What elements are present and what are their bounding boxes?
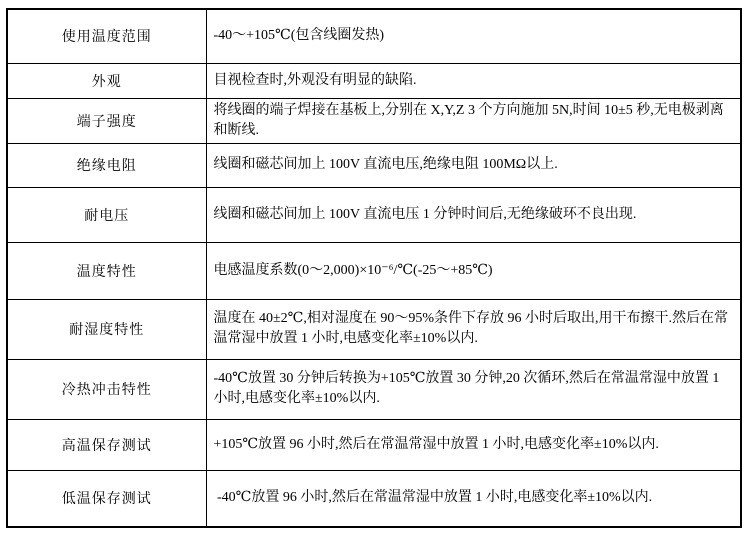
spec-label: 使用温度范围: [7, 9, 206, 63]
spec-table: [6, 8, 742, 528]
table-row-thermal-shock: [7, 359, 741, 419]
table-row-temperature-characteristics: [7, 242, 741, 299]
spec-label: 冷热冲击特性: [7, 359, 206, 419]
spec-value: +105℃放置 96 小时,然后在常温常湿中放置 1 小时,电感变化率±10%以内.: [206, 419, 741, 470]
spec-label: 温度特性: [7, 242, 206, 299]
table-row-low-temperature-storage: [7, 470, 741, 527]
table-row-insulation-resistance: [7, 143, 741, 187]
table-row-humidity-resistance: [7, 299, 741, 359]
spec-value: -40℃放置 96 小时,然后在常温常湿中放置 1 小时,电感变化率±10%以内.: [206, 470, 741, 527]
spec-value: -40℃放置 30 分钟后转换为+105℃放置 30 分钟,20 次循环,然后在常温常湿中放置 1 小时,电感变化率±10%以内.: [206, 359, 741, 419]
spec-value: 线圈和磁芯间加上 100V 直流电压,绝缘电阻 100MΩ以上.: [206, 143, 741, 187]
spec-value: 将线圈的端子焊接在基板上,分别在 X,Y,Z 3 个方向施加 5N,时间 10±5 秒,无电极剥离和断线.: [206, 98, 741, 143]
spec-label: 绝缘电阻: [7, 143, 206, 187]
spec-label: 外观: [7, 63, 206, 98]
spec-label: 耐湿度特性: [7, 299, 206, 359]
table-row-terminal-strength: [7, 98, 741, 143]
spec-label: 耐电压: [7, 187, 206, 242]
table-row-appearance: [7, 63, 741, 98]
table-row-withstand-voltage: [7, 187, 741, 242]
table-row-operating-temperature-range: [7, 9, 741, 63]
spec-label: 高温保存测试: [7, 419, 206, 470]
spec-value: -40～+105℃(包含线圈发热): [206, 9, 741, 63]
spec-value: 电感温度系数(0～2,000)×10⁻⁶/℃(-25～+85℃): [206, 242, 741, 299]
spec-label: 低温保存测试: [7, 470, 206, 527]
spec-label: 端子强度: [7, 98, 206, 143]
spec-value: 目视检查时,外观没有明显的缺陷.: [206, 63, 741, 98]
spec-value: 温度在 40±2℃,相对湿度在 90～95%条件下存放 96 小时后取出,用干布擦干.然后在常温常湿中放置 1 小时,电感变化率±10%以内.: [206, 299, 741, 359]
table-row-high-temperature-storage: [7, 419, 741, 470]
spec-value: 线圈和磁芯间加上 100V 直流电压 1 分钟时间后,无绝缘破环不良出现.: [206, 187, 741, 242]
